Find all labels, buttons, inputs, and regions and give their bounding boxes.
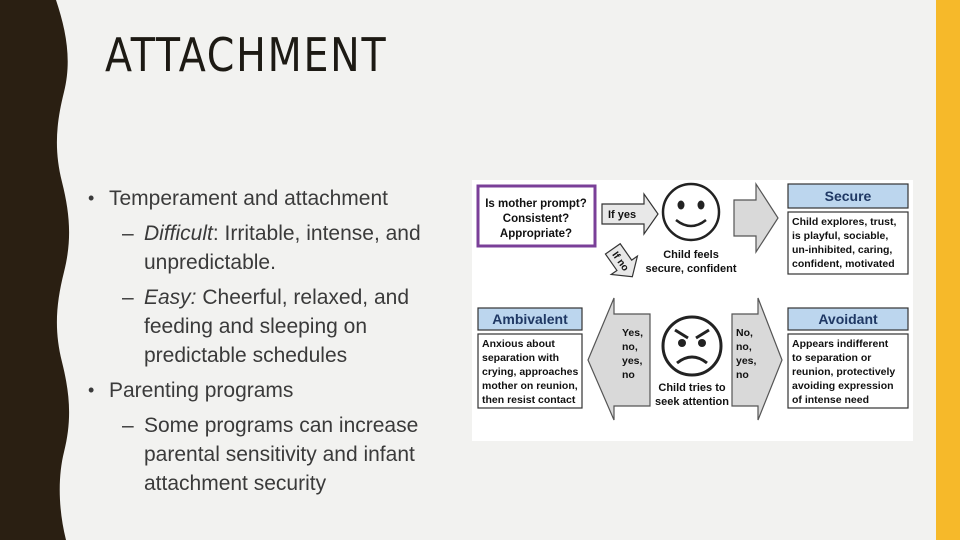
ambivalent-desc-line: separation with bbox=[482, 352, 560, 364]
if-no-label: If no bbox=[609, 249, 631, 274]
secure-desc-line: un-inhibited, caring, bbox=[792, 244, 893, 256]
dash: – bbox=[122, 222, 134, 245]
attachment-diagram bbox=[472, 180, 913, 441]
child-tries-line: Child tries to bbox=[658, 382, 726, 394]
accent-side-bar bbox=[936, 0, 960, 540]
bullet-dot: • bbox=[88, 380, 95, 400]
ambivalent-desc-line: Anxious about bbox=[482, 338, 555, 350]
slide-title: ATTACHMENT bbox=[105, 28, 388, 82]
bullet-temperament bbox=[88, 184, 468, 213]
attachment-diagram-svg bbox=[472, 180, 913, 441]
child-feels-line: Child feels bbox=[663, 249, 719, 261]
sub-bullet-programs bbox=[88, 411, 468, 498]
right-answer: no, bbox=[736, 341, 752, 353]
ambivalent-desc-line: crying, approaches bbox=[482, 366, 579, 378]
programs-text: Some programs can increase parental sensitivity and infant attachment security bbox=[144, 414, 419, 495]
easy-text: Cheerful, relaxed, and feeding and sleeping on predictable schedules bbox=[144, 286, 409, 367]
secure-arrow bbox=[734, 184, 778, 252]
left-answer: yes, bbox=[622, 355, 643, 367]
sub-bullet-easy bbox=[88, 283, 468, 370]
avoidant-desc-line: avoiding expression bbox=[792, 380, 894, 392]
child-feels-line: secure, confident bbox=[645, 263, 737, 275]
bullet-parenting bbox=[88, 376, 468, 405]
avoidant-desc-line: of intense need bbox=[792, 394, 870, 406]
avoidant-desc-line: reunion, protectively bbox=[792, 366, 896, 378]
left-answer: no bbox=[622, 369, 635, 381]
secure-desc-line: Child explores, trust, bbox=[792, 216, 897, 228]
bullet-dot: • bbox=[88, 188, 95, 208]
bullet-text: Temperament and attachment bbox=[109, 187, 388, 210]
avoidant-label: Avoidant bbox=[818, 311, 878, 327]
right-answer: no bbox=[736, 369, 749, 381]
avoidant-desc-line: to separation or bbox=[792, 352, 872, 364]
angry-face-icon bbox=[663, 317, 721, 375]
decorative-wave-border bbox=[0, 0, 80, 540]
avoidant-desc-line: Appears indifferent bbox=[792, 338, 889, 350]
question-line: Is mother prompt? bbox=[485, 198, 587, 210]
sub-bullet-difficult bbox=[88, 219, 468, 277]
difficult-text: : Irritable, intense, and unpredictable. bbox=[144, 222, 421, 274]
question-line: Consistent? bbox=[502, 213, 570, 225]
question-line: Appropriate? bbox=[499, 228, 573, 240]
secure-desc-line: confident, motivated bbox=[792, 258, 895, 270]
if-yes-label: If yes bbox=[608, 209, 637, 221]
child-tries-line: seek attention bbox=[655, 396, 729, 408]
right-answer: No, bbox=[736, 327, 753, 339]
ambivalent-label: Ambivalent bbox=[492, 311, 568, 327]
secure-label: Secure bbox=[824, 188, 872, 204]
happy-face-icon bbox=[663, 184, 719, 240]
easy-label: Easy: bbox=[144, 286, 197, 309]
if-no-arrow bbox=[600, 240, 646, 286]
left-answer: no, bbox=[622, 341, 638, 353]
secure-desc-line: is playful, sociable, bbox=[792, 230, 889, 242]
dash: – bbox=[122, 286, 134, 309]
ambivalent-desc-line: mother on reunion, bbox=[482, 380, 578, 392]
right-answer: yes, bbox=[736, 355, 757, 367]
ambivalent-desc-line: then resist contact bbox=[482, 394, 576, 406]
difficult-label: Difficult bbox=[144, 222, 213, 245]
bullet-list bbox=[88, 184, 468, 504]
left-answer: Yes, bbox=[622, 327, 644, 339]
dash: – bbox=[122, 414, 134, 437]
bullet-text: Parenting programs bbox=[109, 379, 294, 402]
